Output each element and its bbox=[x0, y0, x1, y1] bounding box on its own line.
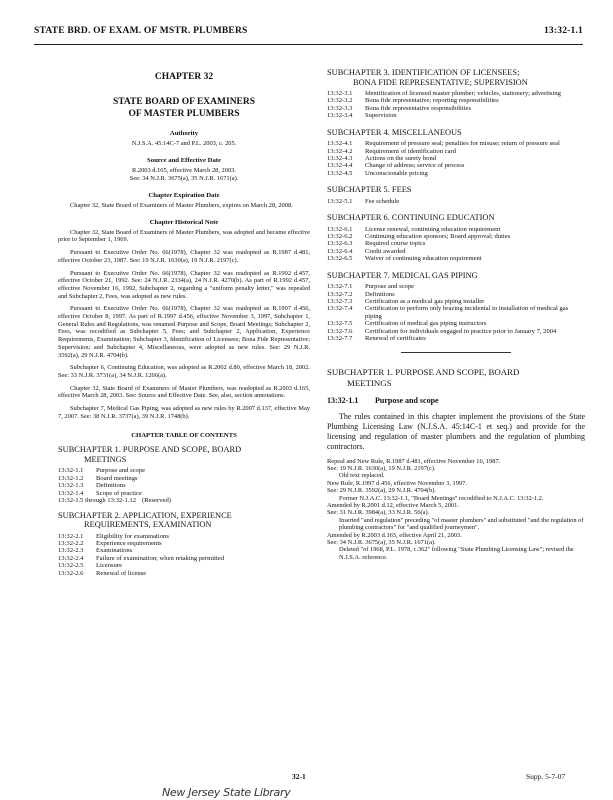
toc-list-6 bbox=[327, 226, 585, 263]
toc-entry bbox=[327, 291, 585, 298]
toc-entry bbox=[327, 226, 585, 233]
historical-note-heading: Chapter Historical Note bbox=[149, 218, 219, 226]
toc-entry-number: 13:32-7.3 bbox=[327, 297, 353, 305]
toc-entry-number: 13:32-4.4 bbox=[327, 162, 353, 170]
toc-entry-title: Requirement of identification card bbox=[365, 147, 456, 155]
toc-entry bbox=[327, 255, 585, 262]
toc-entry-title: Continuing education sponsors; Board approval; duties bbox=[365, 232, 511, 240]
section-divider bbox=[401, 352, 511, 353]
toc-subchapter-2: SUBCHAPTER 2. APPLICATION, EXPERIENCE REQUIREMENTS, EXAMINATION bbox=[58, 510, 232, 529]
toc-entry-number: 13:32-7.4 bbox=[327, 305, 353, 313]
chapter-number: CHAPTER 32 bbox=[154, 72, 214, 82]
section-heading: 13:32-1.1 Purpose and scope bbox=[327, 396, 439, 406]
section-body-text: The rules contained in this chapter implement the provisions of the State Plumbing Licensing Law (N.J.S.A. 45:14C-1 et seq.) and provide for the licensing and regulation of master plumbers and the regulation of plumbing contractors. bbox=[327, 412, 585, 451]
toc-entry-title: Certification to perform only brazing incidental to installation of medical gas piping bbox=[365, 305, 569, 320]
toc-entry-title: Certification for individuals engaged in practice prior to January 7, 2004 bbox=[365, 327, 557, 335]
toc-entry bbox=[327, 140, 585, 147]
toc-entry-number: 13:32-2.2 bbox=[58, 539, 84, 547]
toc-entry-title: Board meetings bbox=[96, 474, 138, 482]
history-note-line: Deleted "of 1968, P.L. 1978, c.362" following "State Plumbing Licensing Law"; revised the N.J.S.A. reference. bbox=[339, 546, 574, 561]
toc-entry-title: Required course topics bbox=[365, 240, 426, 248]
toc-entry-title: Identification of licensed master plumber; vehicles, stationery; advertising bbox=[365, 90, 561, 97]
toc-entry-number: 13:32-7.2 bbox=[327, 290, 353, 298]
toc-entry bbox=[327, 283, 585, 290]
toc-entry-title: Purpose and scope bbox=[96, 467, 146, 475]
authority-text: N.J.S.A. 45:14C-7 and P.L. 2003, c. 205. bbox=[131, 140, 237, 147]
body-subchapter-heading: SUBCHAPTER 1. PURPOSE AND SCOPE, BOARD MEETINGS bbox=[327, 367, 520, 388]
toc-entry bbox=[58, 482, 310, 489]
toc-entry bbox=[327, 90, 585, 97]
toc-entry-title: License renewal, continuing education requirement bbox=[365, 225, 501, 233]
historical-note-paragraph: Subchapter 6, Continuing Education, was adopted as R.2002 d.80, effective March 18, 2002. See: 33 N.J.R. 3731(a), 34 N.J.R. 1266(a). bbox=[58, 364, 310, 379]
toc-entry-title: Requirement of pressure seal; penalties for misuse; return of pressure seal bbox=[365, 140, 560, 148]
toc-entry-number: 13:32-4.2 bbox=[327, 147, 353, 155]
header-section: 13:32-1.1 bbox=[543, 26, 583, 36]
toc-entry-title: Supervision bbox=[365, 112, 397, 120]
toc-entry-number: 13:32-2.4 bbox=[58, 554, 84, 562]
toc-entry-number: 13:32-1.1 bbox=[58, 467, 84, 475]
toc-heading: CHAPTER TABLE OF CONTENTS bbox=[131, 432, 237, 440]
toc-entry bbox=[58, 570, 310, 577]
historical-note-paragraph: Subchapter 7, Medical Gas Piping, was adopted as new rules by R.2007 d.137, effective May 7, 2007. See: 38 N.J.R. 3737(a), 39 N.J.R. 1748(b). bbox=[58, 405, 310, 420]
toc-entry-number: 13:32-2.1 bbox=[58, 532, 84, 540]
historical-note bbox=[58, 229, 310, 421]
toc-entry-number: 13:32-1.3 bbox=[58, 482, 84, 490]
toc-entry bbox=[327, 148, 585, 155]
historical-note-paragraph: Pursuant to Executive Order No. 66(1978), Chapter 32 was readopted as R.1997 d.456, effective October 8, 1997. As part of R.1997 d.456, effective November 3, 1997, Subchapter 1, General Rules and Regulations, was renamed Purpose and Scope, Board Meetings; Subchapter 2, Fees, was recodified as Subchapter 5, Fees; and Subchapter 2, Application, Experience Requirements, Examination; Subchapter 3, Identification of Licensees; Bona Fide Representative; Supervision; and Subchapter 4, Miscellaneous, were adopted as new rules. See: 29 N.J.R. 3592(a), 29 N.J.R. 4704(b). bbox=[58, 305, 310, 359]
toc-entry-number: 13:32-6.2 bbox=[327, 232, 353, 240]
toc-entry bbox=[58, 497, 310, 504]
toc-subchapter-6: SUBCHAPTER 6. CONTINUING EDUCATION bbox=[327, 213, 495, 223]
toc-entry-number: 13:32-7.6 bbox=[327, 327, 353, 335]
toc-entry-title: Bona fide representative responsibilities bbox=[365, 104, 472, 112]
toc-subchapter-4: SUBCHAPTER 4. MISCELLANEOUS bbox=[327, 127, 462, 137]
historical-note-paragraph: Chapter 32, State Board of Examiners of Master Plumbers, was readopted as R.2003 d.165, effective March 28, 2003. See: Source and Effective Date. See, also, section annotations. bbox=[58, 384, 310, 400]
supplement-date: Supp. 5-7-07 bbox=[526, 772, 566, 781]
toc-entry bbox=[58, 547, 310, 554]
toc-entry-title: Certification as a medical gas piping installer bbox=[365, 297, 485, 305]
toc-entry bbox=[327, 233, 585, 240]
right-column bbox=[327, 68, 585, 561]
history-note-line: See: 34 N.J.R. 3675(a), 35 N.J.R. 1671(a). bbox=[327, 539, 436, 546]
toc-entry bbox=[327, 162, 585, 169]
history-note-line: New Rule, R.1997 d.456, effective November 3, 1997. bbox=[327, 479, 467, 487]
toc-entry-title: Definitions bbox=[96, 482, 126, 490]
toc-list-3 bbox=[327, 90, 585, 120]
toc-entry-title: Renewal of certificates bbox=[365, 334, 426, 342]
toc-entry-number: 13:32-3.2 bbox=[327, 97, 353, 105]
toc-entry-number: 13:32-2.6 bbox=[58, 569, 84, 577]
source-heading: Source and Effective Date bbox=[147, 157, 221, 164]
toc-entry-title: (Reserved) bbox=[142, 497, 171, 505]
toc-entry-number: 13:32-4.3 bbox=[327, 154, 353, 162]
toc-entry bbox=[58, 555, 310, 562]
toc-entry bbox=[58, 467, 310, 474]
left-column bbox=[58, 64, 310, 577]
toc-entry-title: Unconscionable pricing bbox=[365, 169, 428, 177]
header-title: STATE BRD. OF EXAM. OF MSTR. PLUMBERS bbox=[34, 26, 248, 36]
toc-entry bbox=[58, 533, 310, 540]
toc-entry-title: Definitions bbox=[365, 290, 395, 298]
toc-entry-title: Eligibility for examinations bbox=[96, 532, 169, 540]
toc-entry-title: Experience requirements bbox=[96, 539, 162, 547]
toc-entry-title: Certification of medical gas piping instructors bbox=[365, 320, 487, 328]
toc-entry bbox=[58, 540, 310, 547]
toc-entry bbox=[327, 248, 585, 255]
source-line-2: See: 34 N.J.R. 3675(a), 35 N.J.R. 1671(a). bbox=[129, 175, 239, 182]
toc-list-7 bbox=[327, 283, 585, 342]
toc-entry bbox=[327, 305, 585, 320]
toc-entry bbox=[327, 240, 585, 247]
toc-entry-title: Purpose and scope bbox=[365, 283, 415, 291]
toc-entry-title: Bona fide representative; reporting responsibilities bbox=[365, 97, 499, 105]
toc-entry bbox=[327, 198, 585, 205]
toc-entry-number: 13:32-3.4 bbox=[327, 112, 353, 120]
toc-entry bbox=[327, 97, 585, 104]
historical-note-paragraph: Pursuant to Executive Order No. 66(1978), Chapter 32 was readopted as R.1987 d.481, effective October 23, 1987. See: 19 N.J.R. 1630(a), 19 N.J.R. 2197(c). bbox=[58, 249, 310, 264]
toc-entry-title: Credit awarded bbox=[365, 247, 406, 255]
toc-entry-title: Actions on the surety bond bbox=[365, 154, 437, 162]
library-stamp: New Jersey State Library bbox=[162, 786, 291, 799]
toc-list-4 bbox=[327, 140, 585, 177]
toc-entry bbox=[58, 490, 310, 497]
toc-entry-number: 13:32-1.2 bbox=[58, 474, 84, 482]
toc-subchapter-3: SUBCHAPTER 3. IDENTIFICATION OF LICENSEES; BONA FIDE REPRESENTATIVE; SUPERVISION bbox=[327, 68, 528, 87]
history-note-line: See: 19 N.J.R. 1630(a), 19 N.J.R. 2197(c). bbox=[327, 464, 436, 472]
toc-entry bbox=[327, 112, 585, 119]
section-history-notes bbox=[327, 458, 585, 562]
history-note-line: Amended by R.2003 d.165, effective April 21, 2003. bbox=[327, 531, 462, 539]
toc-entry-number: 13:32-3.1 bbox=[327, 90, 353, 97]
toc-entry-number: 13:32-4.1 bbox=[327, 140, 353, 148]
toc-list-5 bbox=[327, 198, 585, 205]
toc-entry-number: 13:32-4.5 bbox=[327, 169, 353, 177]
toc-entry bbox=[58, 562, 310, 569]
toc-entry-title: Licensure bbox=[96, 562, 122, 570]
toc-subchapter-7: SUBCHAPTER 7. MEDICAL GAS PIPING bbox=[327, 270, 478, 280]
authority-heading: Authority bbox=[169, 130, 199, 137]
toc-entry-number: 13:32-2.3 bbox=[58, 547, 84, 555]
toc-entry-number: 13:32-5.1 bbox=[327, 197, 353, 205]
toc-subchapter-1: SUBCHAPTER 1. PURPOSE AND SCOPE, BOARD MEETINGS bbox=[58, 445, 242, 464]
toc-entry bbox=[327, 298, 585, 305]
toc-entry bbox=[327, 320, 585, 327]
toc-subchapter-5: SUBCHAPTER 5. FEES bbox=[327, 185, 412, 195]
toc-entry-title: Failure of examination; when retaking permitted bbox=[96, 554, 224, 562]
toc-entry-title: Renewal of license bbox=[96, 569, 147, 577]
history-note-line: See: 29 N.J.R. 3592(a), 29 N.J.R. 4704(b). bbox=[327, 487, 436, 495]
historical-note-paragraph: Pursuant to Executive Order No. 66(1978), Chapter 32 was readopted as R.1992 d.457, effective October 21, 1992. See: 24 N.J.R. 2334(a), 24 N.J.R. 4270(b). As part of R.1992 d.457, effective November 16, 1992, Subchapter 2, regarding a "uniform penalty letter," was repealed and Subchapter 2, Fees, was adopted as new rules. bbox=[58, 269, 310, 300]
toc-entry-title: Change of address; service of process bbox=[365, 162, 465, 170]
historical-note-paragraph: Chapter 32, State Board of Examiners of Master Plumbers, was adopted and became effective prior to September 1, 1969. bbox=[58, 228, 310, 244]
toc-entry-number: 13:32-7.7 bbox=[327, 334, 353, 342]
toc-entry-number: 13:32-1.4 bbox=[58, 489, 84, 497]
history-note-line: Repeal and New Rule, R.1987 d.481, effective November 16, 1987. bbox=[327, 457, 501, 465]
history-note-line: Old text replaced. bbox=[339, 472, 385, 480]
expiration-text: Chapter 32, State Board of Examiners of Master Plumbers, expires on March 28, 2008. bbox=[70, 202, 293, 209]
toc-entry-title: Examinations bbox=[96, 547, 133, 555]
toc-entry-number: 13:32-6.4 bbox=[327, 247, 353, 255]
history-note-line: Former N.J.A.C. 13:32-1.1, "Board Meetings" recodified to N.J.A.C. 13:32-1.2. bbox=[339, 494, 544, 502]
toc-entry bbox=[58, 475, 310, 482]
toc-entry bbox=[327, 328, 585, 335]
history-note-line: See: 31 N.J.R. 3984(a), 33 N.J.R. 56(a). bbox=[327, 509, 430, 517]
toc-entry bbox=[327, 170, 585, 177]
history-note-line: Inserted "and regulation" preceding "of master plumbers" and substituted "and the regulation of plumbing contractors" for "and qualified journeymen". bbox=[339, 516, 584, 532]
history-note-line: Amended by R.2001 d.12, effective March 5, 2001. bbox=[327, 501, 459, 509]
toc-entry-number: 13:32-1.5 through 13:32-1.12 bbox=[58, 497, 137, 505]
toc-entry-number: 13:32-6.1 bbox=[327, 225, 353, 233]
toc-entry-title: Scope of practice bbox=[96, 489, 142, 497]
running-header bbox=[34, 26, 583, 45]
toc-entry-number: 13:32-7.1 bbox=[327, 283, 353, 291]
toc-entry bbox=[327, 105, 585, 112]
toc-entry-number: 13:32-7.5 bbox=[327, 320, 353, 328]
chapter-title: STATE BOARD OF EXAMINERS OF MASTER PLUMBERS bbox=[112, 97, 256, 119]
toc-entry-number: 13:32-6.5 bbox=[327, 255, 353, 263]
expiration-heading: Chapter Expiration Date bbox=[148, 192, 220, 199]
toc-entry-title: Waiver of continuing education requirement bbox=[365, 255, 482, 263]
toc-entry-number: 13:32-3.3 bbox=[327, 104, 353, 112]
toc-entry bbox=[327, 155, 585, 162]
source-line-1: R.2003 d.165, effective March 28, 2003. bbox=[132, 167, 236, 174]
toc-entry-number: 13:32-2.5 bbox=[58, 562, 84, 570]
toc-list-2 bbox=[58, 533, 310, 577]
toc-list-1 bbox=[58, 467, 310, 504]
toc-entry-title: Fee schedule bbox=[365, 197, 400, 205]
page-number: 32-1 bbox=[292, 772, 306, 781]
toc-entry bbox=[327, 335, 585, 342]
toc-entry-number: 13:32-6.3 bbox=[327, 240, 353, 248]
